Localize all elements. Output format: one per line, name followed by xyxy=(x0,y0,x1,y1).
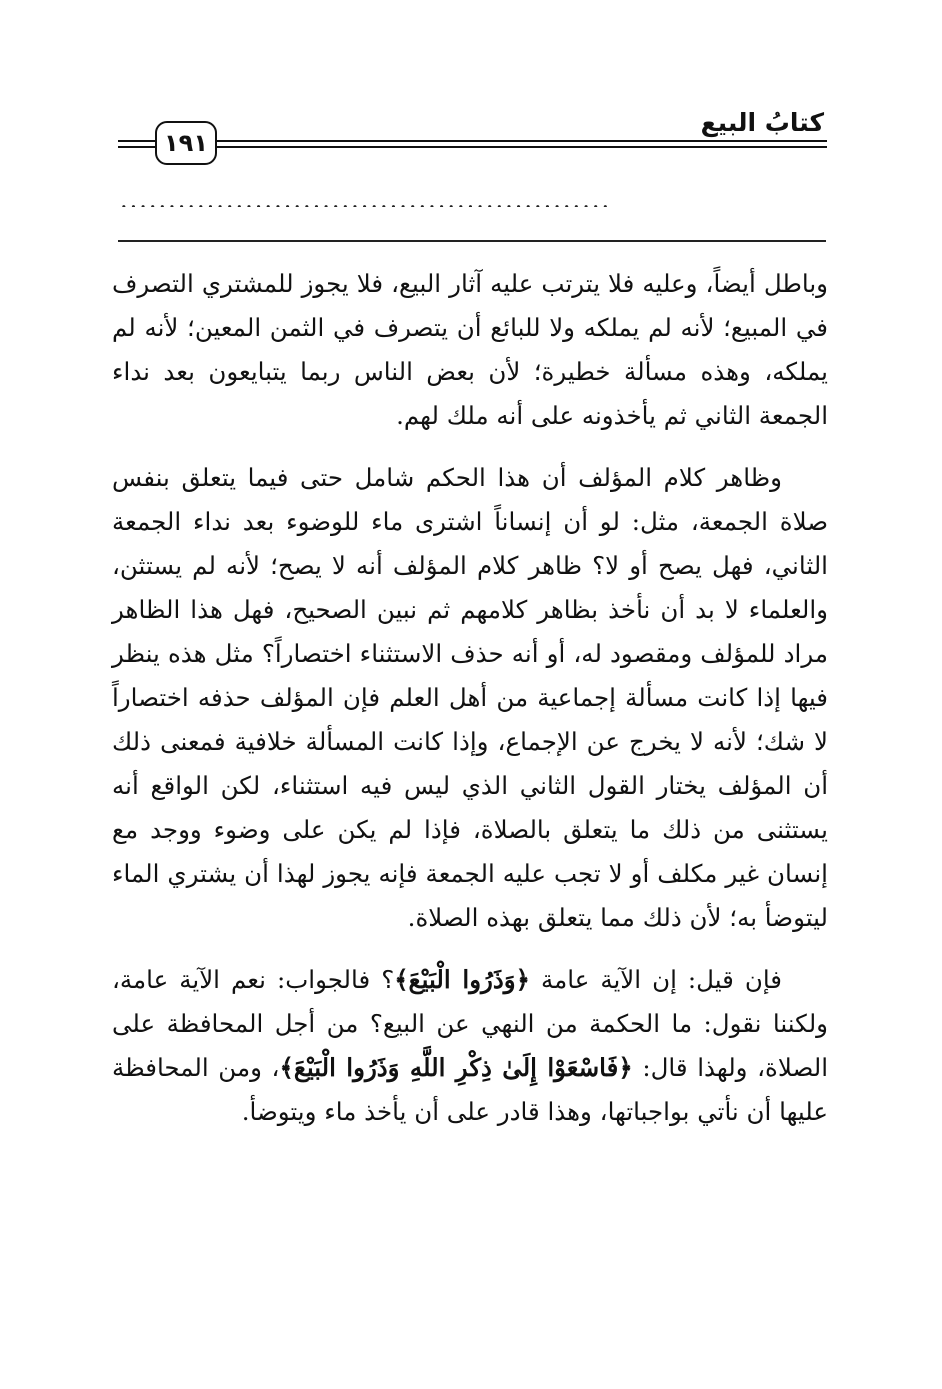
separator-line xyxy=(118,240,826,242)
footnote-dotted-line: ................................................... xyxy=(120,193,612,207)
running-title: كتابُ البيع xyxy=(700,108,824,137)
header-rule-top-left xyxy=(118,140,155,142)
paragraph-3 xyxy=(112,958,828,1134)
header-rule-top-right xyxy=(217,140,827,142)
quran-quote-1: ﴿وَذَرُوا الْبَيْعَ﴾ xyxy=(394,965,530,994)
header-rule-bottom-left xyxy=(118,146,155,148)
paragraph-3-part-2: ؟ فالجواب: نعم الآية عامة، ولكننا نقول: ما الحكمة من النهي عن البيع؟ من أجل المحافظة على الصلاة، ولهذا قال: xyxy=(112,965,829,1082)
paragraph-3-part-1: فإن قيل: إن الآية عامة xyxy=(541,965,782,994)
paragraph-3-part-3: ، ومن المحافظة عليها أن نأتي بواجباتها، وهذا قادر على أن يأخذ ماء ويتوضأ. xyxy=(112,1053,828,1126)
paragraph-2-text: وظاهر كلام المؤلف أن هذا الحكم شامل حتى فيما يتعلق بنفس صلاة الجمعة، مثل: لو أن إنساناً اشترى ماء للوضوء بعد نداء الجمعة الثاني، فهل يصح أو لا؟ ظاهر كلام المؤلف أنه لا يصح؛ لأنه لم يستثن، والعلماء لا بد أن نأخذ بظاهر كلامهم ثم نبين الصحيح، فهل هذا الظاهر مراد للمؤلف ومقصود له، أو أنه حذف الاستثناء اختصاراً؟ مثل هذه ينظر فيها إذا كانت مسألة إجماعية من أهل العلم فإن المؤلف حذفه اختصاراً لا شك؛ لأنه لا يخرج عن الإجماع، وإذا كانت المسألة خلافية فمعنى ذلك أن المؤلف يختار القول الثاني الذي ليس فيه استثناء، لكن الواقع أنه يستثنى من ذلك ما يتعلق بالصلاة، فإذا لم يكن على وضوء ووجد مع إنسان غير مكلف أو لا تجب عليه الجمعة فإنه يجوز لهذا أن يشتري الماء ليتوضأ به؛ لأن ذلك مما يتعلق بهذه الصلاة. xyxy=(112,463,828,932)
quran-quote-2: ﴿فَاسْعَوْا إِلَىٰ ذِكْرِ اللَّهِ وَذَرُوا الْبَيْعَ﴾ xyxy=(279,1053,633,1082)
body-text xyxy=(112,262,828,1134)
header-rule-bottom-right xyxy=(217,146,827,148)
paragraph-1: وباطل أيضاً، وعليه فلا يترتب عليه آثار البيع، فلا يجوز للمشتري التصرف في المبيع؛ لأنه لم يملكه ولا للبائع أن يتصرف في الثمن المعين؛ لأنه لم يملكه، وهذه مسألة خطيرة؛ لأن بعض الناس ربما يتبايعون بعد نداء الجمعة الثاني ثم يأخذونه على أنه ملك لهم. xyxy=(112,269,828,430)
page-number: ١٩١ xyxy=(155,121,217,165)
paragraph-2 xyxy=(112,456,828,940)
